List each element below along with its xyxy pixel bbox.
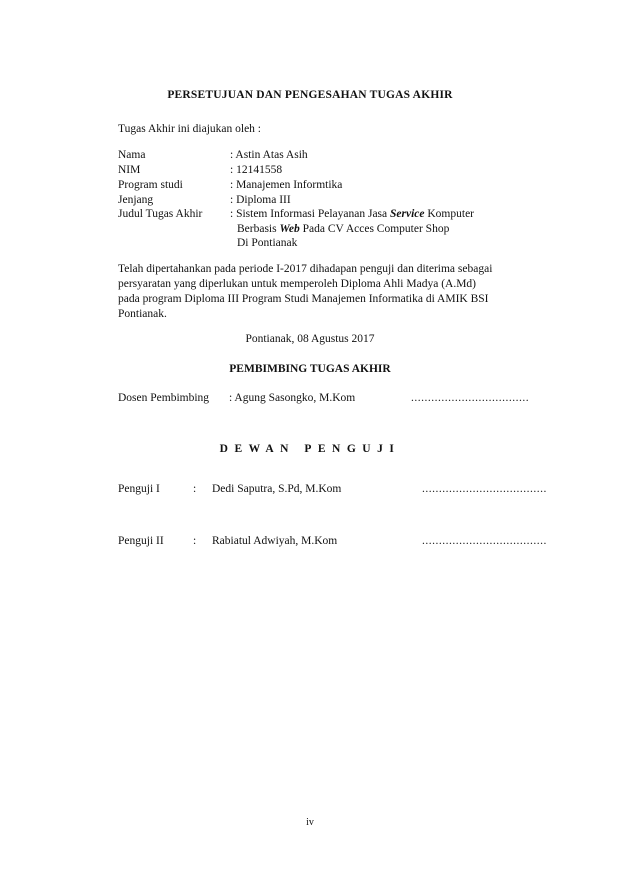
field-label-nim: NIM <box>118 164 141 176</box>
field-value-nim: : 12141558 <box>230 164 283 176</box>
pembimbing-name: : Agung Sasongko, M.Kom <box>229 392 356 404</box>
page-number: iv <box>306 817 314 828</box>
penguji-2-name: Rabiatul Adwiyah, M.Kom <box>212 535 338 547</box>
page-title: PERSETUJUAN DAN PENGESAHAN TUGAS AKHIR <box>167 89 453 101</box>
field-value-judul-line2: Berbasis Web Pada CV Acces Computer Shop <box>237 223 450 235</box>
pembimbing-heading: PEMBIMBING TUGAS AKHIR <box>229 363 391 375</box>
paragraph-line: persyaratan yang diperlukan untuk memperoleh Diploma Ahli Madya (A.Md) <box>118 278 477 290</box>
penguji-1-colon: : <box>193 483 197 495</box>
penguji-1-signature-line: ..................................... <box>422 483 547 495</box>
field-label-jenjang: Jenjang <box>118 194 154 206</box>
place-date: Pontianak, 08 Agustus 2017 <box>245 333 375 345</box>
approval-paragraph <box>118 262 548 322</box>
paragraph-line: pada program Diploma III Program Studi Manajemen Informatika di AMIK BSI <box>118 293 489 305</box>
field-value-jenjang: : Diploma III <box>230 194 291 206</box>
pembimbing-label: Dosen Pembimbing <box>118 392 210 404</box>
field-label-program-studi: Program studi <box>118 179 183 191</box>
intro-text: Tugas Akhir ini diajukan oleh : <box>118 123 262 135</box>
dewan-penguji-heading: DEWAN PENGUJI <box>219 443 401 455</box>
paragraph-line: Telah dipertahankan pada periode I-2017 dihadapan penguji dan diterima sebagai <box>118 263 493 275</box>
penguji-2-label: Penguji II <box>118 535 164 547</box>
penguji-1-name: Dedi Saputra, S.Pd, M.Kom <box>212 483 342 495</box>
penguji-1-label: Penguji I <box>118 483 160 495</box>
field-value-judul-line1: : Sistem Informasi Pelayanan Jasa Service Komputer <box>230 208 475 220</box>
paragraph-line: Pontianak. <box>118 308 167 320</box>
field-label-judul: Judul Tugas Akhir <box>118 208 203 220</box>
pembimbing-signature-line: ................................... <box>411 392 530 404</box>
field-label-nama: Nama <box>118 149 146 161</box>
field-value-nama: : Astin Atas Asih <box>230 149 308 161</box>
field-value-judul-line3: Di Pontianak <box>237 237 298 249</box>
penguji-2-colon: : <box>193 535 197 547</box>
field-value-program-studi: : Manajemen Informtika <box>230 179 343 191</box>
penguji-2-signature-line: ..................................... <box>422 535 547 547</box>
